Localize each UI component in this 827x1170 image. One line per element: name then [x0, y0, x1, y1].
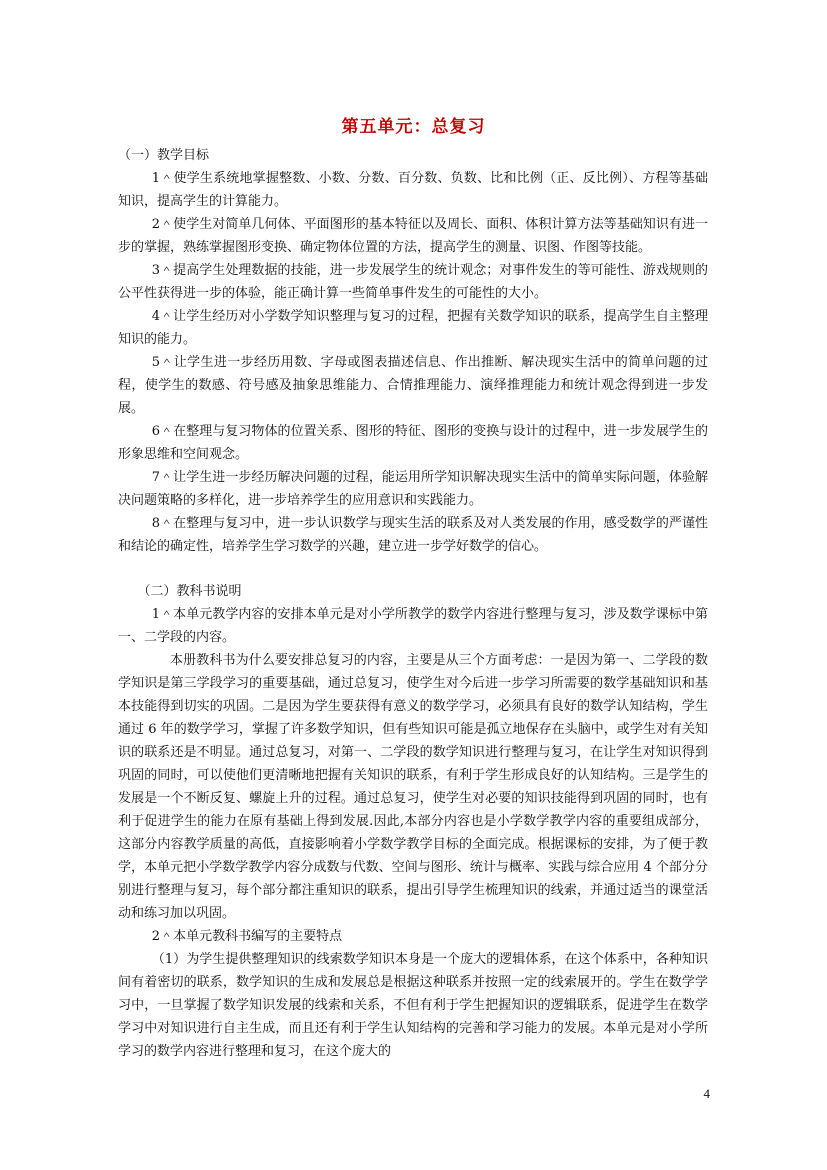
- objective-item-6: 6＾在整理与复习物体的位置关系、图形的特征、图形的变换与设计的过程中，进一步发展学生的形象思维和空间观念。: [118, 424, 708, 462]
- objective-item-1: 1＾使学生系统地掌握整数、小数、分数、百分数、负数、比和比例（正、反比例）、方程等基础知识，提高学生的计算能力。: [118, 171, 708, 209]
- textbook-paragraph-3: 2＾本单元教科书编写的主要特点: [151, 929, 343, 944]
- document-body: [118, 144, 708, 1063]
- page-number: 4: [703, 1086, 710, 1101]
- textbook-paragraph-4: （1）为学生提供整理知识的线索数学知识本身是一个庞大的逻辑体系，在这个体系中，各种知识间有着密切的联系，数学知识的生成和发展总是根据这种联系并按照一定的线索展开的。学生在数学学习中，一旦掌握了数学知识发展的线索和关系，不但有利于学生把握知识的逻辑联系，促进学生在数学学习中对知识进行自主生成，而且还有利于学生认知结构的完善和学习能力的发展。本单元是对小学所学习的数学内容进行整理和复习，在这个庞大的: [118, 952, 708, 1059]
- objective-item-8: 8＾在整理与复习中，进一步认识数学与现实生活的联系及对人类发展的作用，感受数学的严谨性和结论的确定性，培养学生学习数学的兴趣，建立进一步学好数学的信心。: [118, 516, 708, 554]
- page-title: 第五单元：总复习: [341, 117, 486, 137]
- objective-item-4: 4＾让学生经历对小学数学知识整理与复习的过程，把握有关数学知识的联系，提高学生自主整理知识的能力。: [118, 309, 708, 347]
- textbook-paragraph-1: 1＾本单元教学内容的安排本单元是对小学所教学的数学内容进行整理与复习，涉及数学课标中第一、二学段的内容。: [118, 607, 708, 645]
- section-heading-textbook: （二）教科书说明: [137, 584, 242, 599]
- objective-item-5: 5＾让学生进一步经历用数、字母或图表描述信息、作出推断、解决现实生活中的简单问题的过程，使学生的数感、符号感及抽象思维能力、合情推理能力、演绎推理能力和统计观念得到进一步发展。: [118, 355, 708, 416]
- objective-item-2: 2＾使学生对简单几何体、平面图形的基本特征以及周长、面积、体积计算方法等基础知识有进一步的掌握，熟练掌握图形变换、确定物体位置的方法，提高学生的测量、识图、作图等技能。: [118, 217, 708, 255]
- textbook-paragraph-2: 本册教科书为什么要安排总复习的内容，主要是从三个方面考虑：一是因为第一、二学段的数学知识是第三学段学习的重要基础，通过总复习，使学生对今后进一步学习所需要的数学基础知识和基本技能得到切实的巩固。二是因为学生要获得有意义的数学学习，必须具有良好的数学认知结构，学生通过 6 年的数学学习，掌握了许多数学知识，但有些知识可能是孤立地保存在头脑中，或学生对有关知识的联系还是不明显。通过总复习，对第一、二学段的数学知识进行整理与复习，在让学生对知识得到巩固的同时，可以使他们更清晰地把握有关知识的联系，有利于学生形成良好的认知结构。三是学生的发展是一个不断反复、螺旋上升的过程。通过总复习，使学生对必要的知识技能得到巩固的同时，也有利于促进学生的能力在原有基础上得到发展.因此,本部分内容也是小学数学教学内容的重要组成部分，这部分内容教学质量的高低，直接影响着小学数学教学目标的全面完成。根据课标的安排，为了便于教学，本单元把小学数学教学内容分成数与代数、空间与图形、统计与概率、实践与综合应用 4 个部分分别进行整理与复习，每个部分都注重知识的联系，提出引导学生梳理知识的线索，并通过适当的课堂活动和练习加以巩固。: [118, 653, 708, 921]
- objective-item-7: 7＾让学生进一步经历解决问题的过程，能运用所学知识解决现实生活中的简单实际问题，体验解决问题策略的多样化，进一步培养学生的应用意识和实践能力。: [118, 470, 708, 508]
- section-heading-objectives: （一）教学目标: [118, 148, 210, 163]
- objective-item-3: 3＾提高学生处理数据的技能，进一步发展学生的统计观念；对事件发生的等可能性、游戏规则的公平性获得进一步的体验，能正确计算一些简单事件发生的可能性的大小。: [118, 263, 708, 301]
